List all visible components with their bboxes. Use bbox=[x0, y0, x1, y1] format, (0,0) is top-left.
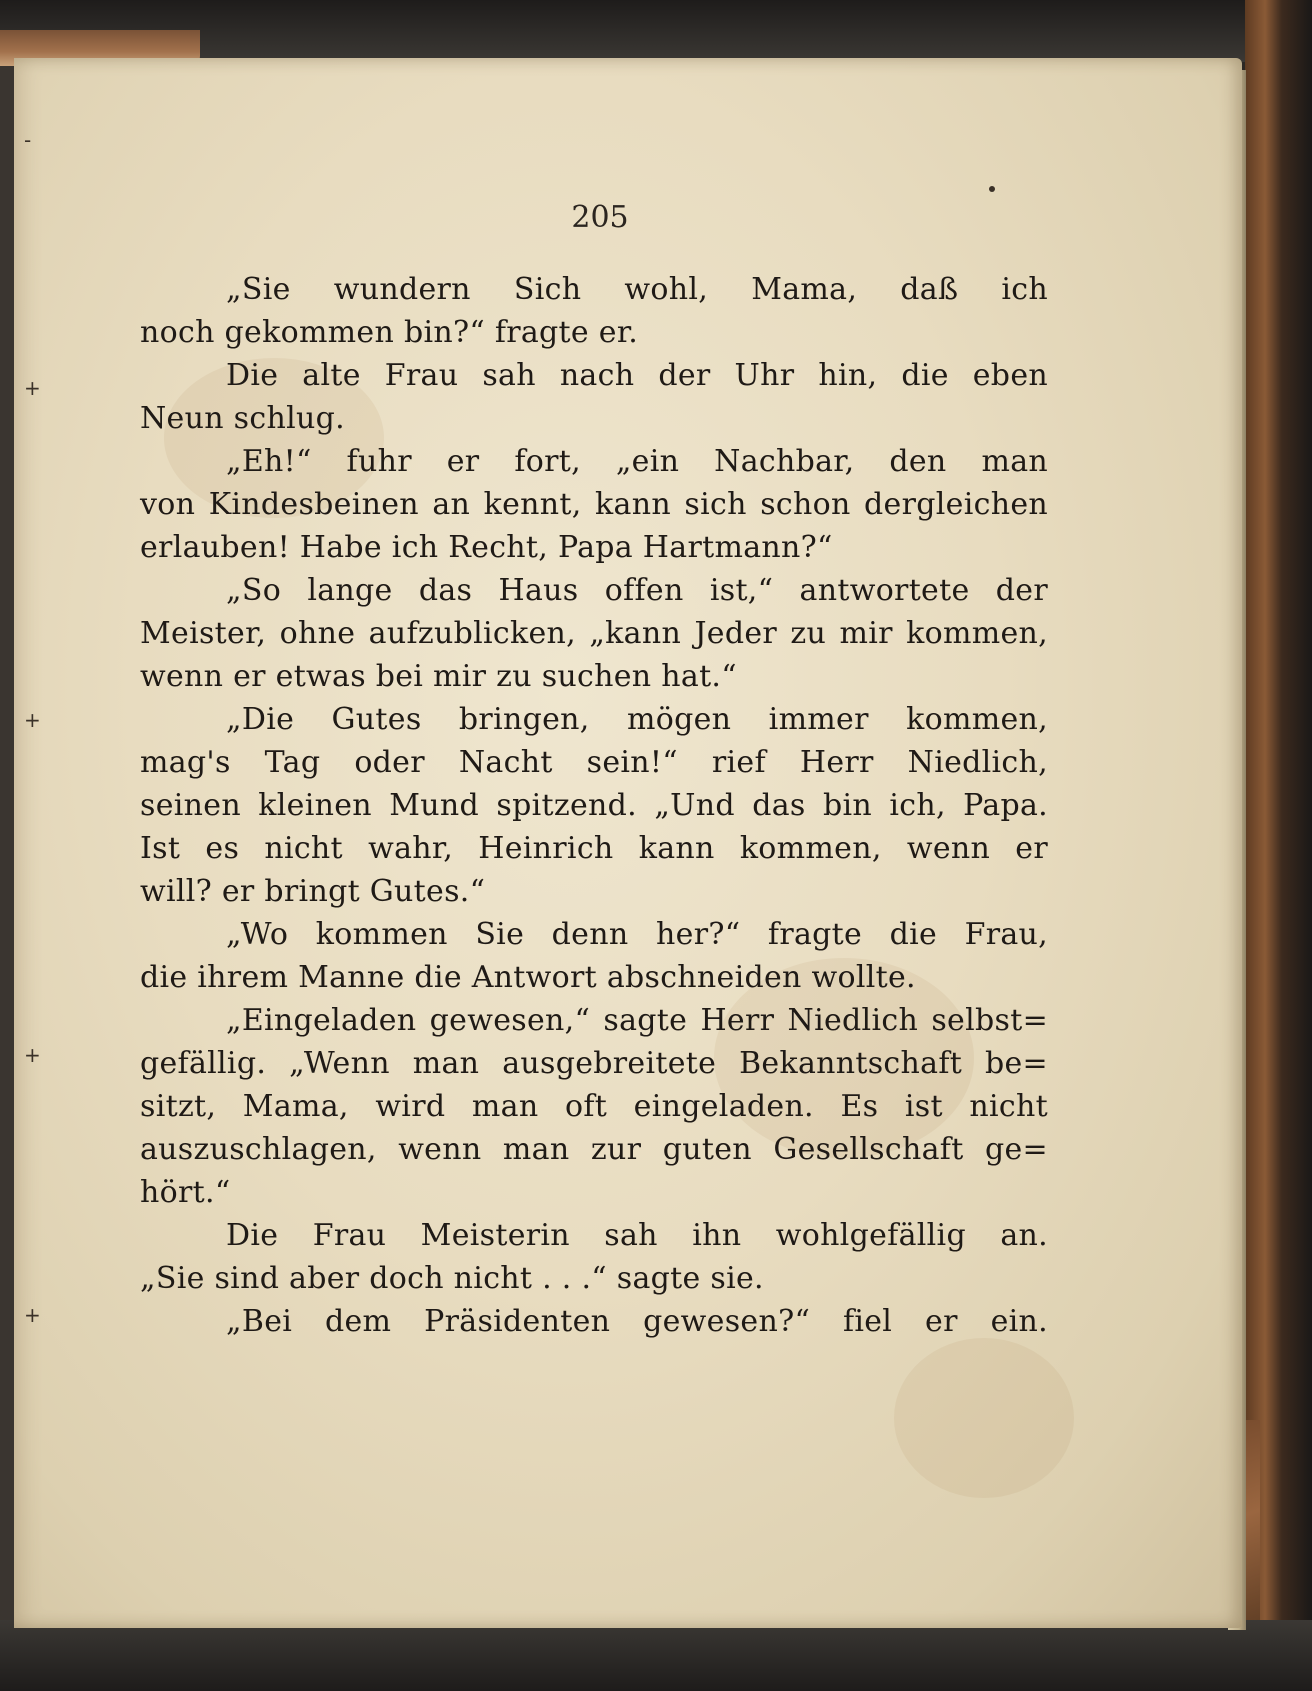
book-cover-bottom-edge bbox=[0, 1620, 1312, 1691]
margin-tick: + bbox=[24, 376, 41, 400]
text-line: Ist es nicht wahr, Heinrich kann kommen, wenn er bbox=[140, 831, 1048, 866]
text-line: „Wo kommen Sie denn her?“ fragte die Frau, bbox=[226, 917, 1048, 952]
text-line: „Die Gutes bringen, mögen immer kommen, bbox=[226, 702, 1048, 737]
text-line: die ihrem Manne die Antwort abschneiden wollte. bbox=[140, 960, 916, 995]
text-line: Die Frau Meisterin sah ihn wohlgefällig an. bbox=[226, 1218, 1048, 1253]
margin-tick: + bbox=[24, 708, 41, 732]
text-line: sitzt, Mama, wird man oft eingeladen. Es ist nicht bbox=[140, 1089, 1048, 1124]
text-line: Neun schlug. bbox=[140, 401, 345, 436]
margin-tick: + bbox=[24, 1043, 41, 1067]
text-line: mag's Tag oder Nacht sein!“ rief Herr Niedlich, bbox=[140, 745, 1048, 780]
text-line: erlauben! Habe ich Recht, Papa Hartmann?“ bbox=[140, 530, 833, 565]
margin-tick: + bbox=[24, 1303, 41, 1327]
text-line: will? er bringt Gutes.“ bbox=[140, 874, 486, 909]
text-line: hört.“ bbox=[140, 1175, 231, 1210]
text-line: von Kindesbeinen an kennt, kann sich schon dergleichen bbox=[140, 487, 1048, 522]
margin-tick: - bbox=[24, 128, 32, 152]
text-line: noch gekommen bin?“ fragte er. bbox=[140, 315, 639, 350]
ink-dot bbox=[989, 186, 995, 192]
text-line: „Sie sind aber doch nicht . . .“ sagte sie. bbox=[140, 1261, 764, 1296]
page-number: 205 bbox=[571, 200, 629, 235]
text-line: „Eingeladen gewesen,“ sagte Herr Niedlich selbst= bbox=[226, 1003, 1048, 1038]
text-line: gefällig. „Wenn man ausgebreitete Bekanntschaft be= bbox=[140, 1046, 1048, 1081]
text-line: „Sie wundern Sich wohl, Mama, daß ich bbox=[226, 272, 1048, 307]
text-line: „Bei dem Präsidenten gewesen?“ fiel er ein. bbox=[226, 1304, 1048, 1339]
page-text-block bbox=[140, 268, 1048, 1343]
text-line: seinen kleinen Mund spitzend. „Und das bin ich, Papa. bbox=[140, 788, 1048, 823]
text-line: Meister, ohne aufzublicken, „kann Jeder zu mir kommen, bbox=[140, 616, 1048, 651]
text-line: wenn er etwas bei mir zu suchen hat.“ bbox=[140, 659, 737, 694]
text-line: „Eh!“ fuhr er fort, „ein Nachbar, den man bbox=[226, 444, 1048, 479]
paper-stain bbox=[894, 1338, 1074, 1498]
text-line: auszuschlagen, wenn man zur guten Gesellschaft ge= bbox=[140, 1132, 1048, 1167]
text-line: Die alte Frau sah nach der Uhr hin, die eben bbox=[226, 358, 1048, 393]
text-line: „So lange das Haus offen ist,“ antwortete der bbox=[226, 573, 1048, 608]
